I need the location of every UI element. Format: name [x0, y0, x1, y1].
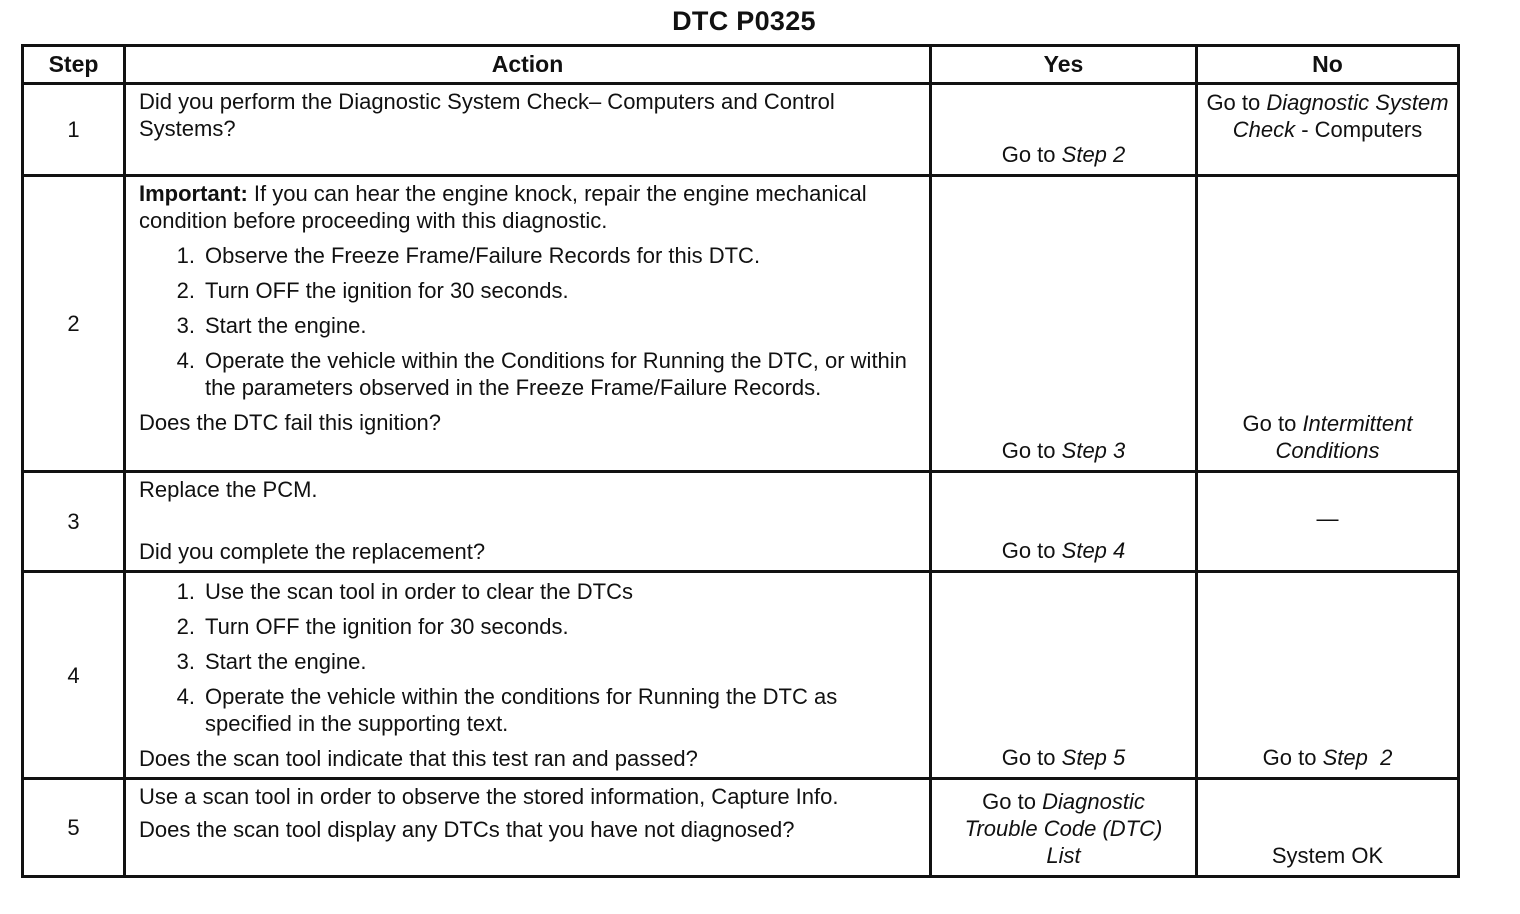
action-instruction: Use a scan tool in order to observe the stored information, Capture Info. [139, 784, 839, 809]
header-step: Step [23, 46, 125, 84]
yes-cell [931, 572, 1197, 779]
list-item-number: 3. [176, 313, 195, 338]
list-item [139, 613, 915, 640]
no-reference-link[interactable]: Diagnostic System Check [1232, 90, 1449, 142]
yes-reference-link[interactable]: Step 5 [1061, 745, 1126, 770]
action-question: Did you perform the Diagnostic System Check– Computers and Control Systems? [139, 89, 835, 141]
list-item-text: Start the engine. [205, 313, 367, 338]
yes-prefix: Go to [1001, 745, 1056, 770]
table-row-step-2 [23, 176, 1459, 472]
no-cell [1197, 779, 1459, 877]
header-yes: Yes [931, 46, 1197, 84]
list-item [139, 347, 915, 401]
yes-prefix: Go to [1001, 142, 1056, 167]
step-number: 4 [23, 572, 125, 779]
list-item [139, 648, 915, 675]
list-item-number: 2. [176, 614, 195, 639]
step-number: 5 [23, 779, 125, 877]
list-item [139, 312, 915, 339]
action-question: Does the DTC fail this ignition? [139, 410, 442, 435]
yes-prefix: Go to [1001, 538, 1056, 563]
list-item [139, 683, 915, 737]
list-item-text: Turn OFF the ignition for 30 seconds. [205, 614, 569, 639]
list-item-number: 1. [176, 579, 195, 604]
action-instruction: Replace the PCM. [139, 477, 318, 502]
action-cell [125, 176, 931, 472]
action-cell [125, 84, 931, 176]
list-item-number: 4. [176, 684, 195, 709]
list-item-text: Observe the Freeze Frame/Failure Records for this DTC. [205, 243, 761, 268]
yes-prefix: Go to [982, 789, 1036, 814]
step-number: 1 [23, 84, 125, 176]
table-header-row [23, 46, 1459, 84]
action-cell [125, 572, 931, 779]
yes-reference-link[interactable]: Step 2 [1061, 142, 1126, 167]
important-note [139, 180, 915, 234]
spacer [139, 503, 915, 538]
list-item-text: Start the engine. [205, 649, 367, 674]
header-no: No [1197, 46, 1459, 84]
no-reference-link[interactable]: Step 2 [1322, 745, 1393, 770]
procedure-list [139, 242, 915, 401]
action-question: Does the scan tool indicate that this test ran and passed? [139, 746, 698, 771]
list-item-number: 4. [176, 348, 195, 373]
list-item-number: 1. [176, 243, 195, 268]
no-prefix: Go to [1262, 745, 1317, 770]
no-suffix: - Computers [1301, 117, 1423, 142]
no-result: System OK [1271, 843, 1384, 868]
diagnostic-table [21, 44, 1460, 878]
list-item-number: 3. [176, 649, 195, 674]
important-text: If you can hear the engine knock, repair the engine mechanical condition before proceeding with this diagnostic. [139, 181, 867, 233]
yes-reference-link[interactable]: Diagnostic Trouble Code (DTC) List [964, 789, 1163, 868]
table-row-step-1 [23, 84, 1459, 176]
yes-cell [931, 779, 1197, 877]
table-row-step-5 [23, 779, 1459, 877]
no-cell [1197, 572, 1459, 779]
no-reference-link[interactable]: Intermittent Conditions [1275, 411, 1413, 463]
yes-cell [931, 176, 1197, 472]
list-item-text: Operate the vehicle within the Conditions for Running the DTC, or within the parameters observed in the Freeze Frame/Failure Records. [205, 348, 907, 400]
yes-cell [931, 472, 1197, 572]
list-item [139, 578, 915, 605]
yes-prefix: Go to [1001, 438, 1056, 463]
no-dash: — [1316, 506, 1339, 531]
list-item [139, 277, 915, 304]
list-item-number: 2. [176, 278, 195, 303]
document-title: DTC P0325 [672, 6, 816, 36]
action-question: Did you complete the replacement? [139, 539, 486, 564]
important-label: Important: [139, 181, 248, 206]
no-cell [1197, 176, 1459, 472]
yes-cell [931, 84, 1197, 176]
action-question: Does the scan tool display any DTCs that you have not diagnosed? [139, 817, 795, 842]
table-row-step-4 [23, 572, 1459, 779]
no-prefix: Go to [1242, 411, 1297, 436]
no-cell [1197, 472, 1459, 572]
list-item-text: Turn OFF the ignition for 30 seconds. [205, 278, 569, 303]
procedure-list [139, 578, 915, 737]
yes-reference-link[interactable]: Step 4 [1061, 538, 1126, 563]
yes-reference-link[interactable]: Step 3 [1061, 438, 1126, 463]
action-cell [125, 472, 931, 572]
header-action: Action [125, 46, 931, 84]
no-cell [1197, 84, 1459, 176]
list-item-text: Use the scan tool in order to clear the DTCs [205, 579, 633, 604]
list-item [139, 242, 915, 269]
list-item-text: Operate the vehicle within the conditions for Running the DTC as specified in the supporting text. [205, 684, 838, 736]
step-number: 2 [23, 176, 125, 472]
step-number: 3 [23, 472, 125, 572]
table-row-step-3 [23, 472, 1459, 572]
action-cell [125, 779, 931, 877]
no-prefix: Go to [1206, 90, 1261, 115]
